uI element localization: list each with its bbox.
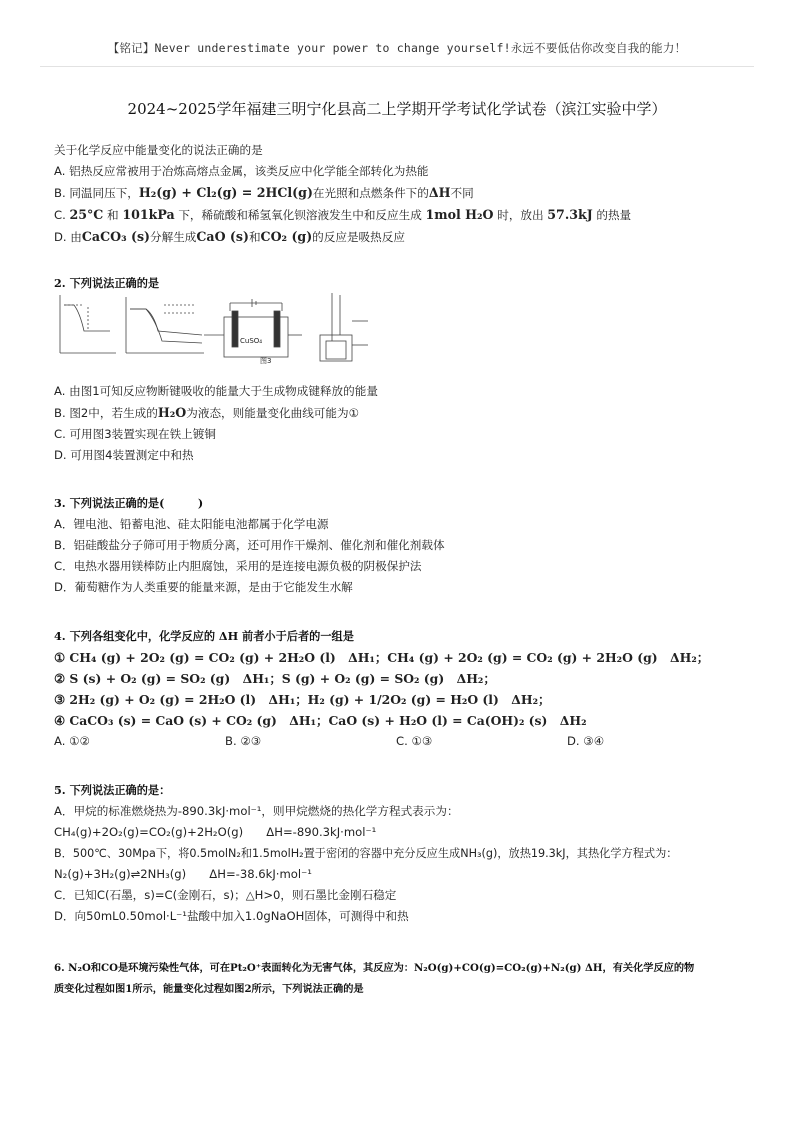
question-5 bbox=[54, 780, 754, 927]
q1-b-pre: B. 同温同压下， bbox=[54, 186, 139, 200]
fig4-inner-beaker bbox=[326, 341, 346, 359]
q2-option-c[interactable]: C. 可用图3装置实现在铁上镀铜 bbox=[54, 427, 216, 441]
q1-c-kj: 57.3kJ bbox=[547, 207, 593, 222]
header-divider bbox=[40, 66, 754, 67]
q1-d-pre: D. 由 bbox=[54, 230, 82, 244]
question-4 bbox=[54, 626, 754, 752]
q1-b-equation: H₂(g) + Cl₂(g) = 2HCl(g) bbox=[138, 185, 313, 200]
q3-option-d[interactable]: D．葡萄糖作为人类重要的能量来源，是由于它能发生水解 bbox=[54, 580, 353, 594]
q2-option-b[interactable] bbox=[54, 402, 754, 424]
fig3-electrode-left bbox=[232, 311, 238, 347]
q2-option-a[interactable]: A. 由图1可知反应物断键吸收的能量大于生成物成键释放的能量 bbox=[54, 384, 378, 398]
q2-figure-strip bbox=[54, 291, 384, 366]
q1-c-end: 的热量 bbox=[596, 208, 632, 222]
q1-c-temp: 25°C bbox=[69, 207, 104, 222]
fig4-outer-beaker bbox=[320, 335, 352, 361]
fig1-curve bbox=[64, 305, 110, 331]
q1-b-post: 不同 bbox=[450, 186, 474, 200]
q1-d-post: 的反应是吸热反应 bbox=[312, 230, 405, 244]
q5-option-d[interactable]: D．向50mL0.50mol·L⁻¹盐酸中加入1.0gNaOH固体，可测得中和热 bbox=[54, 909, 409, 923]
q1-b-dh: ΔH bbox=[428, 185, 451, 200]
q1-option-a[interactable]: A. 铝热反应常被用于冶炼高熔点金属，该类反应中化学能全部转化为热能 bbox=[54, 164, 429, 178]
q2-option-d[interactable]: D. 可用图4装置测定中和热 bbox=[54, 448, 194, 462]
q4-reaction-3: ③ 2H₂ (g) + O₂ (g) = 2H₂O (l) ΔH₁；H₂ (g) + 1/2O₂ (g) = H₂O (l) ΔH₂； bbox=[54, 692, 551, 707]
q4-reaction-4: ④ CaCO₃ (s) = CaO (s) + CO₂ (g) ΔH₁；CaO (s) + H₂O (l) = Ca(OH)₂ (s) ΔH₂ bbox=[54, 713, 587, 728]
q3-option-a[interactable]: A．锂电池、铅蓄电池、硅太阳能电池都属于化学电源 bbox=[54, 517, 329, 531]
q4-option-a[interactable]: A. ①② bbox=[54, 734, 90, 748]
q4-option-c[interactable]: C. ①③ bbox=[396, 734, 433, 748]
fig3-electrode-right bbox=[274, 311, 280, 347]
q2-b-post: 为液态，则能量变化曲线可能为① bbox=[186, 406, 359, 420]
page-title: 2024~2025学年福建三明宁化县高二上学期开学考试化学试卷（滨江实验中学） bbox=[127, 100, 667, 118]
q4-reaction-2: ② S (s) + O₂ (g) = SO₂ (g) ΔH₁；S (g) + O₂ (g) = SO₂ (g) ΔH₂； bbox=[54, 671, 496, 686]
q1-option-d[interactable] bbox=[54, 226, 754, 248]
q1-c-post: 时，放出 bbox=[497, 208, 544, 222]
q3-option-b[interactable]: B．铝硅酸盐分子筛可用于物质分离，还可用作干燥剂、催化剂和催化剂载体 bbox=[54, 538, 445, 552]
q1-d-co2: CO₂ (g) bbox=[260, 229, 313, 244]
q2-head: 2. 下列说法正确的是 bbox=[54, 276, 160, 290]
q5-head: 5. 下列说法正确的是： bbox=[54, 783, 171, 797]
q1-c-pre: C. bbox=[54, 208, 66, 222]
question-2-options bbox=[54, 381, 754, 466]
fig3-label: 图3 bbox=[260, 357, 272, 365]
q1-option-c[interactable] bbox=[54, 204, 754, 226]
q5-option-b-equation: N₂(g)+3H₂(g)⇌2NH₃(g) ΔH=-38.6kJ·mol⁻¹ bbox=[54, 867, 312, 881]
q2-b-h2o: H₂O bbox=[157, 405, 187, 420]
q1-option-b[interactable] bbox=[54, 182, 754, 204]
q1-c-pressure: 101kPa bbox=[122, 207, 175, 222]
q1-d-and: 和 bbox=[248, 230, 261, 244]
q4-option-b[interactable]: B. ②③ bbox=[225, 734, 262, 748]
q1-c-mid: 下，稀硫酸和稀氢氧化钡溶液发生中和反应生成 bbox=[178, 208, 422, 222]
q2-b-pre: B. 图2中，若生成的 bbox=[54, 406, 158, 420]
q5-option-b[interactable]: B．500℃、30Mpa下，将0.5molN₂和1.5molH₂置于密闭的容器中充分反应生成NH₃(g)，放热19.3kJ，其热化学方程式为： bbox=[54, 847, 678, 860]
question-1 bbox=[54, 140, 754, 248]
q4-reaction-1: ① CH₄ (g) + 2O₂ (g) = CO₂ (g) + 2H₂O (l) ΔH₁；CH₄ (g) + 2O₂ (g) = CO₂ (g) + 2H₂O (g) ΔH₂； bbox=[54, 650, 710, 665]
q3-head: 3. 下列说法正确的是( ) bbox=[54, 496, 204, 510]
q1-b-mid: 在光照和点燃条件下的 bbox=[312, 186, 429, 200]
question-6 bbox=[54, 958, 754, 1000]
q4-options bbox=[54, 731, 754, 752]
q3-option-c[interactable]: C．电热水器用镁棒防止内胆腐蚀，采用的是连接电源负极的阴极保护法 bbox=[54, 559, 422, 573]
q5-option-a-equation: CH₄(g)+2O₂(g)=CO₂(g)+2H₂O(g) ΔH=-890.3kJ·mol⁻¹ bbox=[54, 825, 377, 839]
q6-line-2: 质变化过程如图1所示，能量变化过程如图2所示，下列说法正确的是 bbox=[54, 983, 364, 995]
question-3 bbox=[54, 493, 754, 598]
q1-c-and: 和 bbox=[107, 208, 119, 222]
q1-stem: 关于化学反应中能量变化的说法正确的是 bbox=[54, 143, 263, 157]
q4-option-d[interactable]: D. ③④ bbox=[567, 734, 605, 748]
q1-c-mol: 1mol H₂O bbox=[425, 207, 494, 222]
q5-option-c[interactable]: C．已知C(石墨，s)=C(金刚石，s)；△H>0，则石墨比金刚石稳定 bbox=[54, 888, 397, 902]
q1-d-caco3: CaCO₃ (s) bbox=[81, 229, 150, 244]
fig2-curve-2 bbox=[130, 309, 202, 343]
q1-d-mid: 分解生成 bbox=[150, 230, 197, 244]
q5-option-a[interactable]: A．甲烷的标准燃烧热为-890.3kJ·mol⁻¹，则甲烷燃烧的热化学方程式表示为： bbox=[54, 804, 459, 818]
fig3-electrolyte-label: CuSO₄ bbox=[240, 337, 263, 345]
q1-d-cao: CaO (s) bbox=[196, 229, 249, 244]
q4-head: 4. 下列各组变化中，化学反应的 ΔH 前者小于后者的一组是 bbox=[54, 629, 354, 643]
motto-header: 【铭记】Never underestimate your power to change yourself!永远不要低估你改变自我的能力！ bbox=[107, 41, 687, 55]
q6-line-1: 6. N₂O和CO是环境污染性气体，可在Pt₂O⁺表面转化为无害气体，其反应为：N₂O(g)+CO(g)=CO₂(g)+N₂(g) ΔH，有关化学反应的物 bbox=[54, 962, 695, 974]
